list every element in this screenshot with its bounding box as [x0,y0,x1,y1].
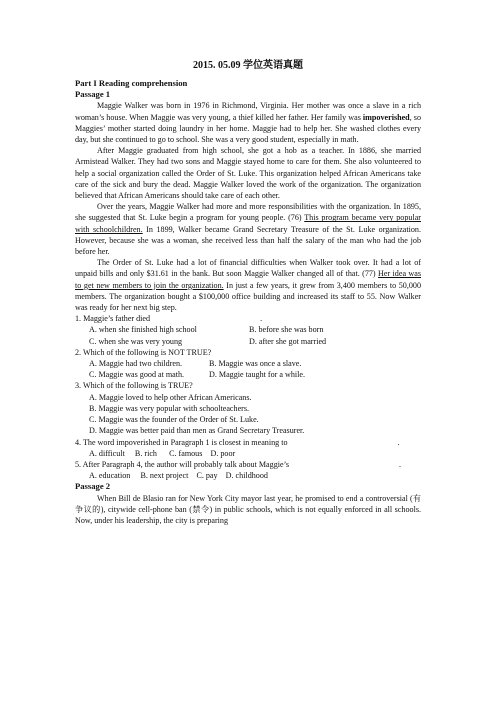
question-5-options: A. education B. next project C. pay D. childhood [89,471,268,481]
question-3-option-a: A. Maggie loved to help other African Americans. [89,392,252,402]
passage-2-paragraph-1: When Bill de Blasio ran for New York City mayor last year, he promised to end a controversial (有争议的), citywide cell-phone ban (禁令) in public schools, which is not equally enforced in all schools. Now, under his leadership, the city is preparing [75,493,421,525]
question-5: 5. After Paragraph 4, the author will probably talk about Maggie’s . [75,459,402,469]
question-4-options: A. difficult B. rich C. famous D. poor [89,448,236,458]
underlined-sentence-76: This program became very popular with schoolchildren. [75,213,421,234]
question-3-option-b: B. Maggie was very popular with schoolteachers. [89,403,250,413]
passage-1-heading: Passage 1 [75,89,111,100]
question-1: 1. Maggie’s father died . [75,314,263,324]
question-3-option-d: D. Maggie was better paid than men as Grand Secretary Treasurer. [89,426,305,436]
question-3-option-c: C. Maggie was the founder of the Order of St. Luke. [89,415,259,425]
question-1-options-row-1: A. when she finished high school B. before she was born [89,325,324,335]
passage-1-paragraph-4: The Order of St. Luke had a lot of financial difficulties when Walker took over. It had a lot of unpaid bills and only $31.61 in the bank. But soon Maggie Walker changed all of that. (77) Her idea was to get new members to join the organization. In just a few years, it grew from 3,400 members to 50,000 members. The organization bought a $100,000 office building and increased its staff to 55. Now Walker was ready for her next big step. [75,258,422,313]
passage-1-paragraph-3: Over the years, Maggie Walker had more and more responsibilities with the organization. In 1895, she suggested that St. Luke begin a program for young people. (76) This program became very popular with schoolchildren. In 1899, Walker became Grand Secretary Treasure of the St. Luke organization. However, because she was a woman, she received less than half the salary of the man who had the job before her. [75,202,421,257]
question-2: 2. Which of the following is NOT TRUE? [75,347,212,357]
passage-1-paragraph-2: After Maggie graduated from high school, she got a hob as a teacher. In 1886, she married Armistead Walker. They had two sons and Maggie stayed home to care for them. She also volunteered to help a social organization called the Order of St. Luke. This organization helped African Americans take care of the sick and bury the dead. Maggie Walker loved the work of the organization. The organization believed that African Americans should take care of each other. [75,146,421,201]
passage-2-heading: Passage 2 [75,481,111,492]
exam-page [75,60,421,526]
document-title: 2015. 05.09 学位英语真题 [193,60,303,71]
question-2-options-row-2: C. Maggie was good at math. D. Maggie taught for a while. [89,370,305,380]
question-3: 3. Which of the following is TRUE? [75,381,193,391]
question-2-options-row-1: A. Maggie had two children. B. Maggie was once a slave. [89,359,302,369]
passage-1-paragraph-1: Maggie Walker was born in 1976 in Richmond, Virginia. Her mother was once a slave in a rich woman’s house. When Maggie was very young, a thief killed her father. Her family was impoverished, so Maggies’ mother started doing laundry in her home. Maggie had to help her. She washed clothes every day, but she continued to go to school. She was a very good student, especially in math. [75,101,421,145]
bold-word: impoverished [362,112,410,122]
underlined-sentence-77: Her idea was to get new members to join the organization. [75,269,422,290]
part-heading: Part I Reading comprehension [75,78,188,88]
question-4: 4. The word impoverished in Paragraph 1 is closest in meaning to . [75,437,400,447]
question-1-options-row-2: C. when she was very young D. after she got married [89,336,327,346]
